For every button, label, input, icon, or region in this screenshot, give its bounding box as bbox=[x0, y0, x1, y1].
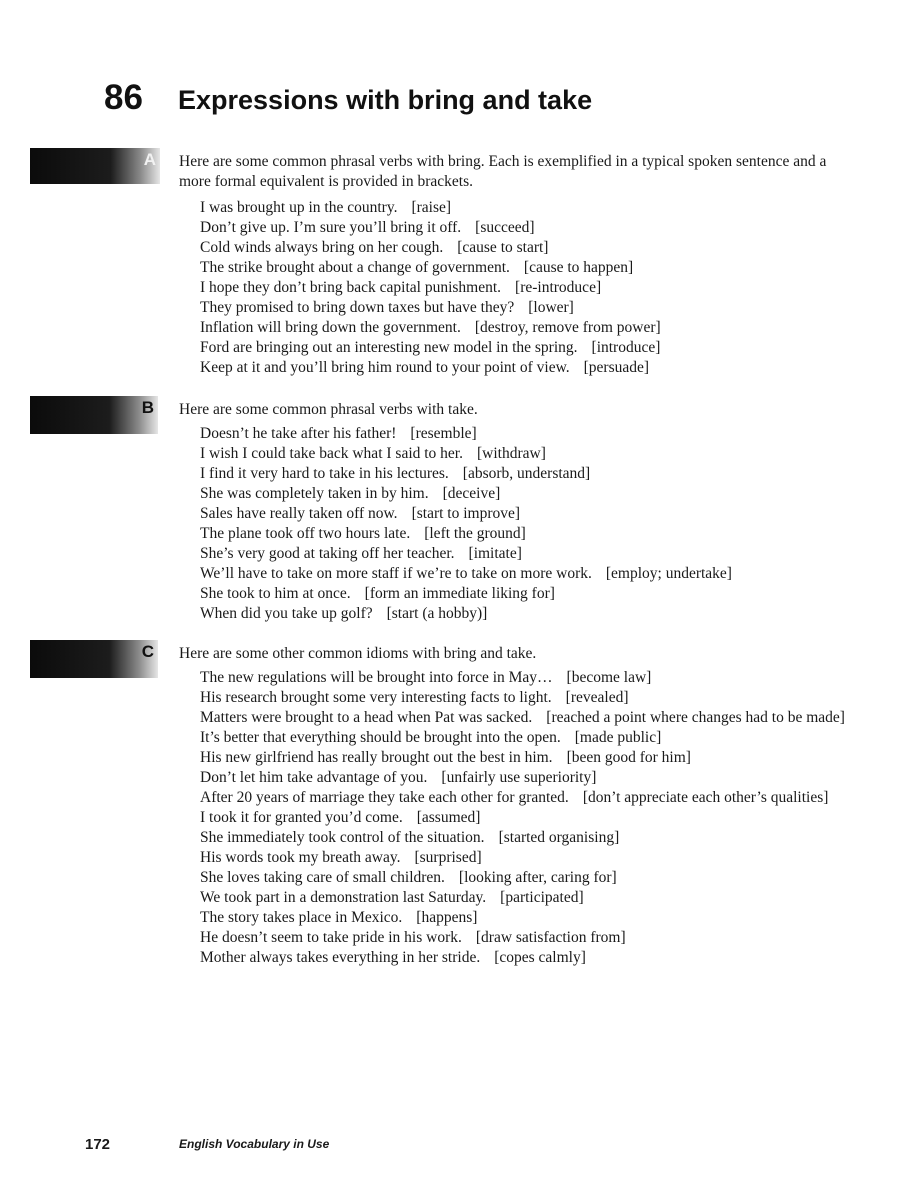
example-gloss: [re-introduce] bbox=[515, 279, 602, 296]
example-gloss: [happens] bbox=[416, 909, 478, 926]
list-item bbox=[200, 464, 860, 484]
example-gloss: [introduce] bbox=[591, 339, 661, 356]
example-sentence: Keep at it and you’ll bring him round to your point of view. bbox=[200, 359, 570, 376]
example-gloss: [copes calmly] bbox=[494, 949, 586, 966]
list-item bbox=[200, 908, 860, 928]
list-item bbox=[200, 928, 860, 948]
unit-number: 86 bbox=[104, 78, 143, 117]
example-gloss: [revealed] bbox=[565, 689, 629, 706]
list-item bbox=[200, 888, 860, 908]
example-sentence: Don’t give up. I’m sure you’ll bring it off. bbox=[200, 219, 462, 236]
example-gloss: [lower] bbox=[528, 299, 574, 316]
example-gloss: [surprised] bbox=[414, 849, 482, 866]
example-sentence: We’ll have to take on more staff if we’re to take on more work. bbox=[200, 565, 592, 582]
page-number: 172 bbox=[85, 1136, 111, 1153]
section-b-examples bbox=[200, 424, 860, 624]
list-item bbox=[200, 848, 860, 868]
example-gloss: [deceive] bbox=[442, 485, 501, 502]
example-sentence: It’s better that everything should be brought into the open. bbox=[200, 729, 561, 746]
example-gloss: [employ; undertake] bbox=[605, 565, 732, 582]
list-item bbox=[200, 524, 860, 544]
example-gloss: [been good for him] bbox=[566, 749, 691, 766]
list-item bbox=[200, 444, 860, 464]
example-gloss: [form an immediate liking for] bbox=[364, 585, 555, 602]
example-sentence: I find it very hard to take in his lectures. bbox=[200, 465, 449, 482]
list-item bbox=[200, 688, 860, 708]
section-a-intro: Here are some common phrasal verbs with bring. Each is exemplified in a typical spoken sentence and a more formal equivalent is provided in brackets. bbox=[179, 153, 827, 190]
example-gloss: [raise] bbox=[411, 199, 452, 216]
example-sentence: I wish I could take back what I said to her. bbox=[200, 445, 463, 462]
example-gloss: [imitate] bbox=[468, 545, 522, 562]
example-sentence: I took it for granted you’d come. bbox=[200, 809, 403, 826]
example-sentence: Doesn’t he take after his father! bbox=[200, 425, 397, 442]
unit-title: Expressions with bring and take bbox=[178, 85, 593, 115]
list-item bbox=[200, 258, 860, 278]
example-sentence: Matters were brought to a head when Pat was sacked. bbox=[200, 709, 533, 726]
list-item bbox=[200, 948, 860, 968]
example-sentence: He doesn’t seem to take pride in his work. bbox=[200, 929, 462, 946]
example-gloss: [draw satisfaction from] bbox=[475, 929, 626, 946]
section-tab-b bbox=[30, 396, 158, 434]
example-gloss: [succeed] bbox=[475, 219, 535, 236]
list-item bbox=[200, 358, 860, 378]
example-sentence: Cold winds always bring on her cough. bbox=[200, 239, 444, 256]
section-letter-b: B bbox=[141, 398, 154, 417]
example-gloss: [don’t appreciate each other’s qualities] bbox=[582, 789, 829, 806]
list-item bbox=[200, 788, 860, 808]
example-sentence: Mother always takes everything in her stride. bbox=[200, 949, 481, 966]
example-gloss: [looking after, caring for] bbox=[458, 869, 617, 886]
list-item bbox=[200, 728, 860, 748]
list-item bbox=[200, 338, 860, 358]
example-sentence: I was brought up in the country. bbox=[200, 199, 398, 216]
example-sentence: The story takes place in Mexico. bbox=[200, 909, 403, 926]
list-item bbox=[200, 584, 860, 604]
example-sentence: Ford are bringing out an interesting new model in the spring. bbox=[200, 339, 578, 356]
list-item bbox=[200, 318, 860, 338]
list-item bbox=[200, 504, 860, 524]
example-gloss: [cause to start] bbox=[457, 239, 549, 256]
example-sentence: Don’t let him take advantage of you. bbox=[200, 769, 428, 786]
section-b-intro: Here are some common phrasal verbs with take. bbox=[179, 401, 478, 418]
list-item bbox=[200, 484, 860, 504]
example-sentence: They promised to bring down taxes but have they? bbox=[200, 299, 515, 316]
example-sentence: Sales have really taken off now. bbox=[200, 505, 398, 522]
list-item bbox=[200, 424, 860, 444]
list-item bbox=[200, 298, 860, 318]
section-a-examples bbox=[200, 198, 860, 378]
section-tab-a bbox=[30, 148, 160, 184]
example-gloss: [cause to happen] bbox=[523, 259, 634, 276]
example-gloss: [assumed] bbox=[416, 809, 481, 826]
example-sentence: She took to him at once. bbox=[200, 585, 351, 602]
example-gloss: [reached a point where changes had to be made] bbox=[546, 709, 845, 726]
list-item bbox=[200, 748, 860, 768]
example-sentence: She immediately took control of the situation. bbox=[200, 829, 485, 846]
example-gloss: [unfairly use superiority] bbox=[441, 769, 597, 786]
example-sentence: I hope they don’t bring back capital punishment. bbox=[200, 279, 502, 296]
list-item bbox=[200, 808, 860, 828]
example-gloss: [resemble] bbox=[410, 425, 477, 442]
example-gloss: [start (a hobby)] bbox=[386, 605, 488, 622]
list-item bbox=[200, 238, 860, 258]
example-gloss: [destroy, remove from power] bbox=[474, 319, 661, 336]
example-sentence: The new regulations will be brought into force in May… bbox=[200, 669, 553, 686]
example-sentence: His research brought some very interesting facts to light. bbox=[200, 689, 552, 706]
list-item bbox=[200, 218, 860, 238]
example-sentence: The plane took off two hours late. bbox=[200, 525, 411, 542]
section-letter-c: C bbox=[141, 642, 154, 661]
example-sentence: She loves taking care of small children. bbox=[200, 869, 445, 886]
example-sentence: His words took my breath away. bbox=[200, 849, 401, 866]
list-item bbox=[200, 868, 860, 888]
example-sentence: She was completely taken in by him. bbox=[200, 485, 429, 502]
list-item bbox=[200, 828, 860, 848]
example-gloss: [participated] bbox=[500, 889, 584, 906]
list-item bbox=[200, 708, 860, 728]
book-title: English Vocabulary in Use bbox=[179, 1137, 330, 1151]
example-gloss: [left the ground] bbox=[424, 525, 526, 542]
list-item bbox=[200, 198, 860, 218]
example-sentence: Inflation will bring down the government. bbox=[200, 319, 461, 336]
section-tab-c bbox=[30, 640, 158, 678]
list-item bbox=[200, 768, 860, 788]
list-item bbox=[200, 278, 860, 298]
section-letter-a: A bbox=[143, 150, 156, 169]
example-gloss: [withdraw] bbox=[477, 445, 546, 462]
list-item bbox=[200, 668, 860, 688]
section-c-examples bbox=[200, 668, 860, 968]
page-footer bbox=[85, 1136, 485, 1156]
example-gloss: [started organising] bbox=[498, 829, 620, 846]
list-item bbox=[200, 544, 860, 564]
list-item bbox=[200, 604, 860, 624]
example-gloss: [start to improve] bbox=[411, 505, 521, 522]
section-c-intro: Here are some other common idioms with bring and take. bbox=[179, 645, 537, 662]
example-sentence: The strike brought about a change of government. bbox=[200, 259, 510, 276]
example-gloss: [absorb, understand] bbox=[462, 465, 591, 482]
list-item bbox=[200, 564, 860, 584]
example-sentence: When did you take up golf? bbox=[200, 605, 373, 622]
example-sentence: His new girlfriend has really brought out the best in him. bbox=[200, 749, 553, 766]
example-gloss: [made public] bbox=[574, 729, 662, 746]
example-gloss: [become law] bbox=[566, 669, 652, 686]
example-sentence: After 20 years of marriage they take each other for granted. bbox=[200, 789, 569, 806]
example-gloss: [persuade] bbox=[583, 359, 650, 376]
example-sentence: She’s very good at taking off her teacher. bbox=[200, 545, 455, 562]
example-sentence: We took part in a demonstration last Saturday. bbox=[200, 889, 487, 906]
